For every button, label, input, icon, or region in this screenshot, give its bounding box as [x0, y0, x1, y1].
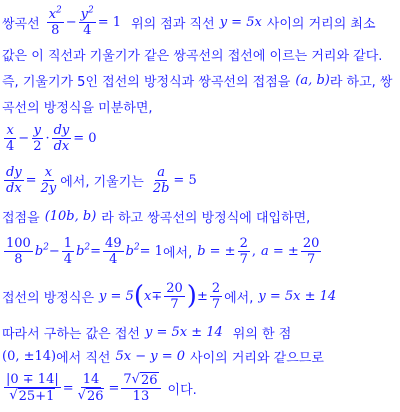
text: 에서, 기울기는	[60, 174, 144, 190]
fraction-dy-over-dx: $\frac{dy}{dx}$	[53, 122, 70, 154]
text: 위의 한 점	[232, 326, 292, 342]
text: 에서 직선	[56, 350, 111, 366]
point: (a, b)	[295, 72, 330, 88]
fraction-49-over-4: $\frac{49}{4}$	[105, 235, 122, 267]
text: 라 하고, 쌍	[329, 74, 393, 90]
text: 값은 이 직선과 기울기가 같은 쌍곡선의 접선에 이르는 거리와 같다.	[2, 48, 383, 64]
fraction-y-over-2: $\frac{y}{2}$	[33, 122, 42, 154]
fraction-distance: |0 ∓ 14| √ 25+1	[6, 372, 59, 404]
line-equation: 5x − y = 0	[115, 348, 186, 364]
text: 사이의 거리의 최소	[266, 16, 376, 32]
fraction-100-over-8: $\frac{100}{8}$	[6, 235, 31, 267]
line-12: |0 ∓ 14| √ 25+1 = 14 √ 26 = 7 √ 26 13 이다.	[6, 372, 197, 404]
line-3	[2, 70, 392, 90]
fraction-1-over-4: $\frac{1}{4}$	[63, 235, 73, 267]
text: 에서,	[162, 245, 193, 261]
text: 곡선의 방정식을 미분하면,	[2, 100, 153, 116]
point: (10b, b)	[44, 208, 97, 224]
equation-part: = 1	[97, 14, 122, 30]
fraction-2-over-7: $\frac{2}{7}$	[239, 235, 248, 267]
line-equation: y = 5x	[219, 14, 262, 30]
fraction-y2-over-4: $\frac{y^2}{4}$	[80, 5, 94, 38]
fraction-final: 7 √ 26 13	[121, 372, 160, 404]
tangent-prefix: y = 5	[99, 288, 134, 304]
line-7	[2, 206, 310, 226]
point: (0, ±14)	[2, 348, 57, 364]
text: 에서,	[224, 290, 254, 306]
fraction-x2-over-8: $\frac{x^2}{8}$	[48, 5, 62, 38]
fraction-20-over-7: $\frac{20}{7}$	[302, 235, 320, 267]
fraction-x-over-4: $\frac{x}{4}$	[6, 122, 15, 154]
line-6: $\frac{dy}{dx}$ = $\frac{x}{2y}$ 에서, 기울기는 $\frac{a}{2b}$ = 5	[6, 164, 197, 196]
line-8: $\frac{100}{8}$ $b^2$ − $\frac{1}{4}$ $b^2$ = $\frac{49}{4}$ $b^2$ = 1 에서, b = ± $\frac{2}{7}$ , a = ± $\frac{20}{7}$	[6, 235, 320, 267]
text: 따라서 구하는 값은 접선	[2, 326, 140, 342]
line-11	[2, 346, 324, 366]
line-1: 쌍곡선 $\frac{x^2}{8}$ − $\frac{y^2}{4}$ = 1 위의 점과 직선 y = 5x 사이의 거리의 최소	[2, 5, 376, 38]
text: 접선의 방정식은	[2, 290, 95, 306]
line-10	[2, 322, 291, 342]
fraction-dy-over-dx: $\frac{dy}{dx}$	[6, 164, 22, 196]
tangent-equation: y = 5x ± 14	[144, 324, 223, 340]
fraction-a-over-2b: $\frac{a}{2b}$	[152, 164, 170, 196]
fraction-x-over-2y: $\frac{x}{2y}$	[40, 164, 57, 196]
b-value: b = ±	[197, 243, 236, 259]
text: 사이의 거리와 같으므로	[190, 350, 324, 366]
line-4	[2, 96, 153, 116]
line-5: $\frac{x}{4}$ − $\frac{y}{2}$ · $\frac{dy}{dx}$ = 0	[6, 122, 97, 154]
equation-part: = 5	[173, 172, 197, 188]
fraction-2-over-7: $\frac{2}{7}$	[211, 280, 221, 312]
tangent-result: y = 5x ± 14	[258, 288, 337, 304]
equation-part: = 0	[73, 130, 97, 146]
equation-part: = 1	[139, 243, 163, 259]
text: 즉, 기울기가 5인 접선의 방정식과 쌍곡선의 접점을	[2, 74, 291, 90]
fraction-20-over-7: $\frac{20}{7}$	[166, 280, 183, 312]
line-9: 접선의 방정식은 y = 5 ( x ∓ $\frac{20}{7}$ ) ± $\frac{2}{7}$ 에서, y = 5x ± 14	[2, 280, 337, 312]
a-value: a = ±	[261, 243, 299, 259]
text: 접점을	[2, 210, 40, 226]
line-2	[2, 44, 382, 64]
text: 이다.	[167, 382, 197, 398]
text: 라 하고 쌍곡선의 방정식에 대입하면,	[101, 210, 311, 226]
text: 위의 점과 직선	[131, 16, 215, 32]
text: 쌍곡선	[2, 16, 40, 32]
fraction-14-over-sqrt26: 14 √ 26	[77, 372, 104, 404]
